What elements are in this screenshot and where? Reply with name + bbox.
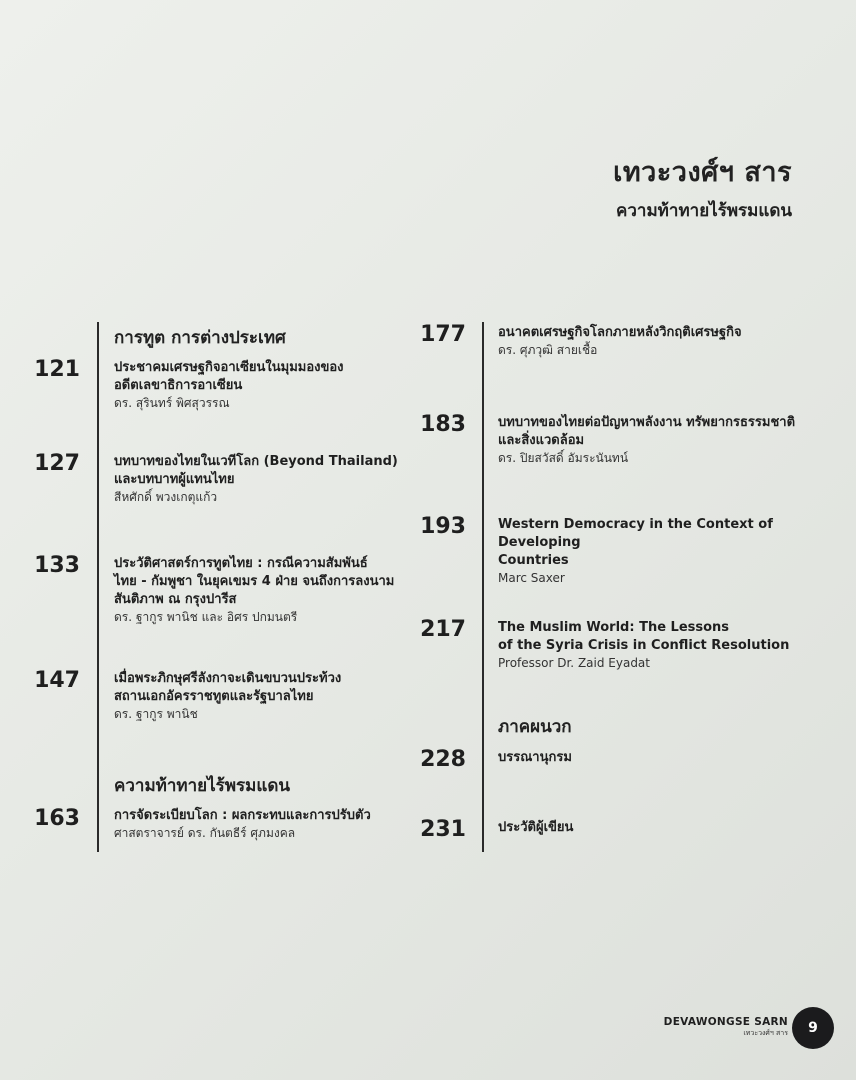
page-number-121: 121 — [34, 357, 80, 382]
toc-entry[interactable] — [114, 555, 444, 626]
entry-author: สีหศักดิ์ พวงเกตุแก้ว — [114, 490, 218, 504]
page-number-228: 228 — [420, 747, 466, 772]
entry-author: ดร. ฐากูร พานิช และ อิศร ปกมนตรี — [114, 610, 298, 624]
entry-title: The Muslim World: The Lessons of the Syria Crisis in Conflict Resolution — [498, 620, 790, 653]
page-number-147: 147 — [34, 668, 80, 693]
entry-author: ดร. ศุภวุฒิ สายเชื้อ — [498, 343, 598, 357]
footer-brand-thai: เทวะวงศ์ฯ สาร — [743, 1029, 788, 1037]
left-column-divider — [97, 322, 99, 852]
page-number-217: 217 — [420, 617, 466, 642]
entry-title: เมื่อพระภิกษุศรีลังกาจะเดินขบวนประท้วง สถานเอกอัครราชทูตและรัฐบาลไทย — [114, 671, 342, 704]
page-number-127: 127 — [34, 451, 80, 476]
footer-brand-name: DEVAWONGSE SARN — [663, 1016, 788, 1028]
entry-author: ศาสตราจารย์ ดร. กันตธีร์ ศุภมงคล — [114, 826, 296, 840]
page-number-183: 183 — [420, 412, 466, 437]
section-title-diplomacy: การทูต การต่างประเทศ — [114, 328, 286, 348]
page-number-231: 231 — [420, 817, 466, 842]
entry-author: ดร. สุรินทร์ พิศสุวรรณ — [114, 396, 230, 410]
page-number-badge: 9 — [792, 1007, 834, 1049]
toc-entry[interactable] — [114, 453, 444, 506]
entry-title: ประวัติผู้เขียน — [498, 820, 574, 835]
entry-title: บทบาทของไทยในเวทีโลก (Beyond Thailand) และบทบาทผู้แทนไทย — [114, 454, 398, 487]
section-title-appendix: ภาคผนวก — [498, 717, 572, 737]
page-header — [613, 150, 792, 224]
right-column-divider — [482, 322, 484, 852]
toc-entry[interactable] — [498, 619, 828, 672]
page-number-177: 177 — [420, 322, 466, 347]
entry-author: ดร. ปิยสวัสดิ์ อัมระนันทน์ — [498, 451, 629, 465]
page-number-133: 133 — [34, 553, 80, 578]
footer-brand — [664, 1016, 788, 1039]
entry-title: Western Democracy in the Context of Developing Countries — [498, 517, 773, 568]
magazine-title: เทวะวงศ์ฯ สาร — [613, 157, 792, 188]
entry-title: อนาคตเศรษฐกิจโลกภายหลังวิกฤติเศรษฐกิจ — [498, 325, 742, 340]
toc-entry[interactable] — [498, 324, 828, 359]
entry-author: ดร. ฐากูร พานิช — [114, 707, 198, 721]
entry-title: การจัดระเบียบโลก : ผลกระทบและการปรับตัว — [114, 808, 371, 823]
toc-entry[interactable] — [114, 359, 444, 412]
section-title-borderless: ความท้าทายไร้พรมแดน — [114, 776, 290, 796]
magazine-subtitle: ความท้าทายไร้พรมแดน — [616, 201, 792, 221]
entry-title: ประวัติศาสตร์การทูตไทย : กรณีความสัมพันธ์ ไทย - กัมพูชา ในยุคเขมร 4 ฝ่าย จนถึงการลงนาม สันติภาพ ณ กรุงปารีส — [114, 556, 395, 607]
toc-entry-author-bio[interactable] — [498, 819, 828, 837]
toc-entry-bibliography[interactable] — [498, 749, 828, 767]
entry-author: Marc Saxer — [498, 571, 565, 585]
toc-entry[interactable] — [498, 516, 828, 587]
page-number-163: 163 — [34, 806, 80, 831]
toc-entry[interactable] — [498, 414, 828, 467]
entry-author: Professor Dr. Zaid Eyadat — [498, 656, 650, 670]
toc-entry[interactable] — [114, 670, 444, 723]
page-number-193: 193 — [420, 514, 466, 539]
entry-title: บทบาทของไทยต่อปัญหาพลังงาน ทรัพยากรธรรมชาติ และสิ่งแวดล้อม — [498, 415, 796, 448]
entry-title: บรรณานุกรม — [498, 750, 572, 765]
entry-title: ประชาคมเศรษฐกิจอาเซียนในมุมมองของ อดีตเลขาธิการอาเซียน — [114, 360, 344, 393]
